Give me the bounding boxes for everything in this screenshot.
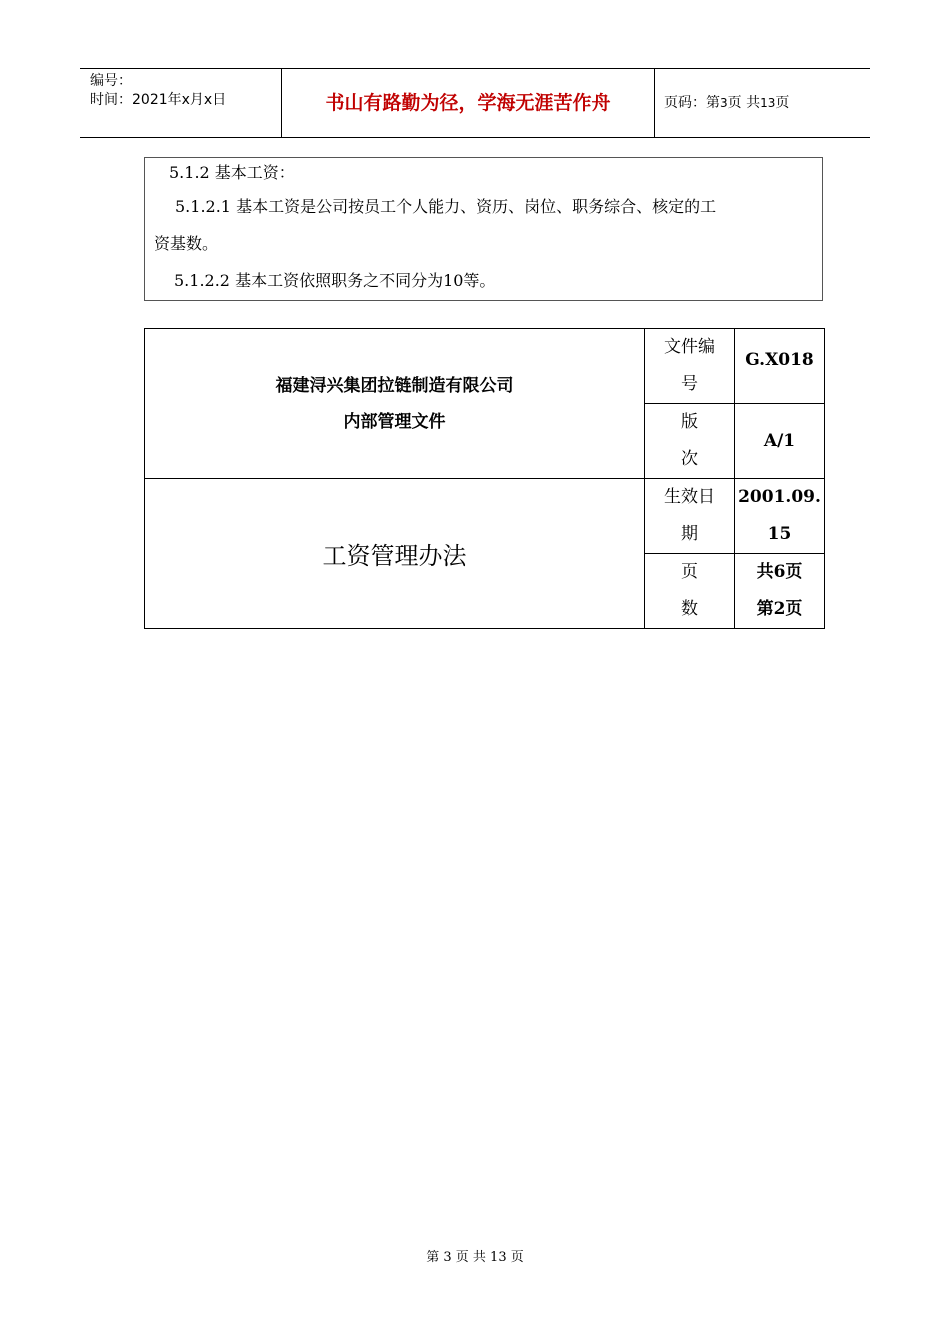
section-heading: 5.1.2 基本工资： xyxy=(169,163,295,182)
content-box xyxy=(144,157,823,301)
version-label: 次 xyxy=(681,449,698,469)
paragraph-salary-grades: 5.1.2.2 基本工资依照职务之不同分为10等。 xyxy=(174,271,496,290)
title-cell xyxy=(145,479,645,629)
company-cell xyxy=(145,329,645,479)
paragraph-line: 资基数。 xyxy=(154,234,219,253)
version-label-cell xyxy=(645,404,735,479)
header-time-label: 时间：2021年x月x日 xyxy=(90,92,227,108)
header-meta xyxy=(90,72,226,110)
pages-total-value: 共6页 xyxy=(756,562,803,582)
effective-date-value: 15 xyxy=(767,524,792,544)
page-footer: 第 3 页 共 13 页 xyxy=(426,1250,524,1265)
header-page-suffix: 页 xyxy=(775,95,790,111)
pages-label-cell xyxy=(645,554,735,629)
company-name: 福建浔兴集团拉链制造有限公司 xyxy=(275,375,514,396)
header-page-total: 13 xyxy=(760,96,776,110)
file-no-label: 号 xyxy=(681,374,698,394)
pages-label: 页 xyxy=(681,562,698,582)
version-label: 版 xyxy=(681,412,698,432)
file-no-value-cell xyxy=(735,329,825,404)
effective-date-label: 生效日 xyxy=(664,487,715,507)
header-number-label: 编号： xyxy=(90,73,132,89)
effective-date-label-cell xyxy=(645,479,735,554)
document-category: 内部管理文件 xyxy=(343,411,446,432)
pages-value-cell xyxy=(735,554,825,629)
header-page-prefix: 页码：第 xyxy=(664,95,720,111)
header-motto: 书山有路勤为径，学海无涯苦作舟 xyxy=(325,92,611,114)
header-page-current: 3 xyxy=(720,96,728,110)
file-no-label: 文件编 xyxy=(664,337,715,357)
version-value: A/1 xyxy=(763,430,796,451)
version-value-cell xyxy=(735,404,825,479)
file-no-value: G.X018 xyxy=(745,350,814,370)
header-page-mid: 页 共 xyxy=(727,95,761,111)
pages-current-value: 第2页 xyxy=(756,599,803,619)
pages-label: 数 xyxy=(681,599,698,619)
header-page-indicator xyxy=(664,69,789,137)
effective-date-label: 期 xyxy=(681,524,698,544)
effective-date-value: 2001.09. xyxy=(738,487,821,507)
file-no-label-cell xyxy=(645,329,735,404)
paragraph-base-salary xyxy=(145,188,822,262)
document-info-table xyxy=(144,328,825,629)
paragraph-line: 5.1.2.1 基本工资是公司按员工个人能力、资历、岗位、职务综合、核定的工 xyxy=(175,197,717,216)
page-header xyxy=(80,68,870,138)
header-divider xyxy=(654,69,655,137)
effective-date-value-cell xyxy=(735,479,825,554)
document-title: 工资管理办法 xyxy=(322,542,467,570)
